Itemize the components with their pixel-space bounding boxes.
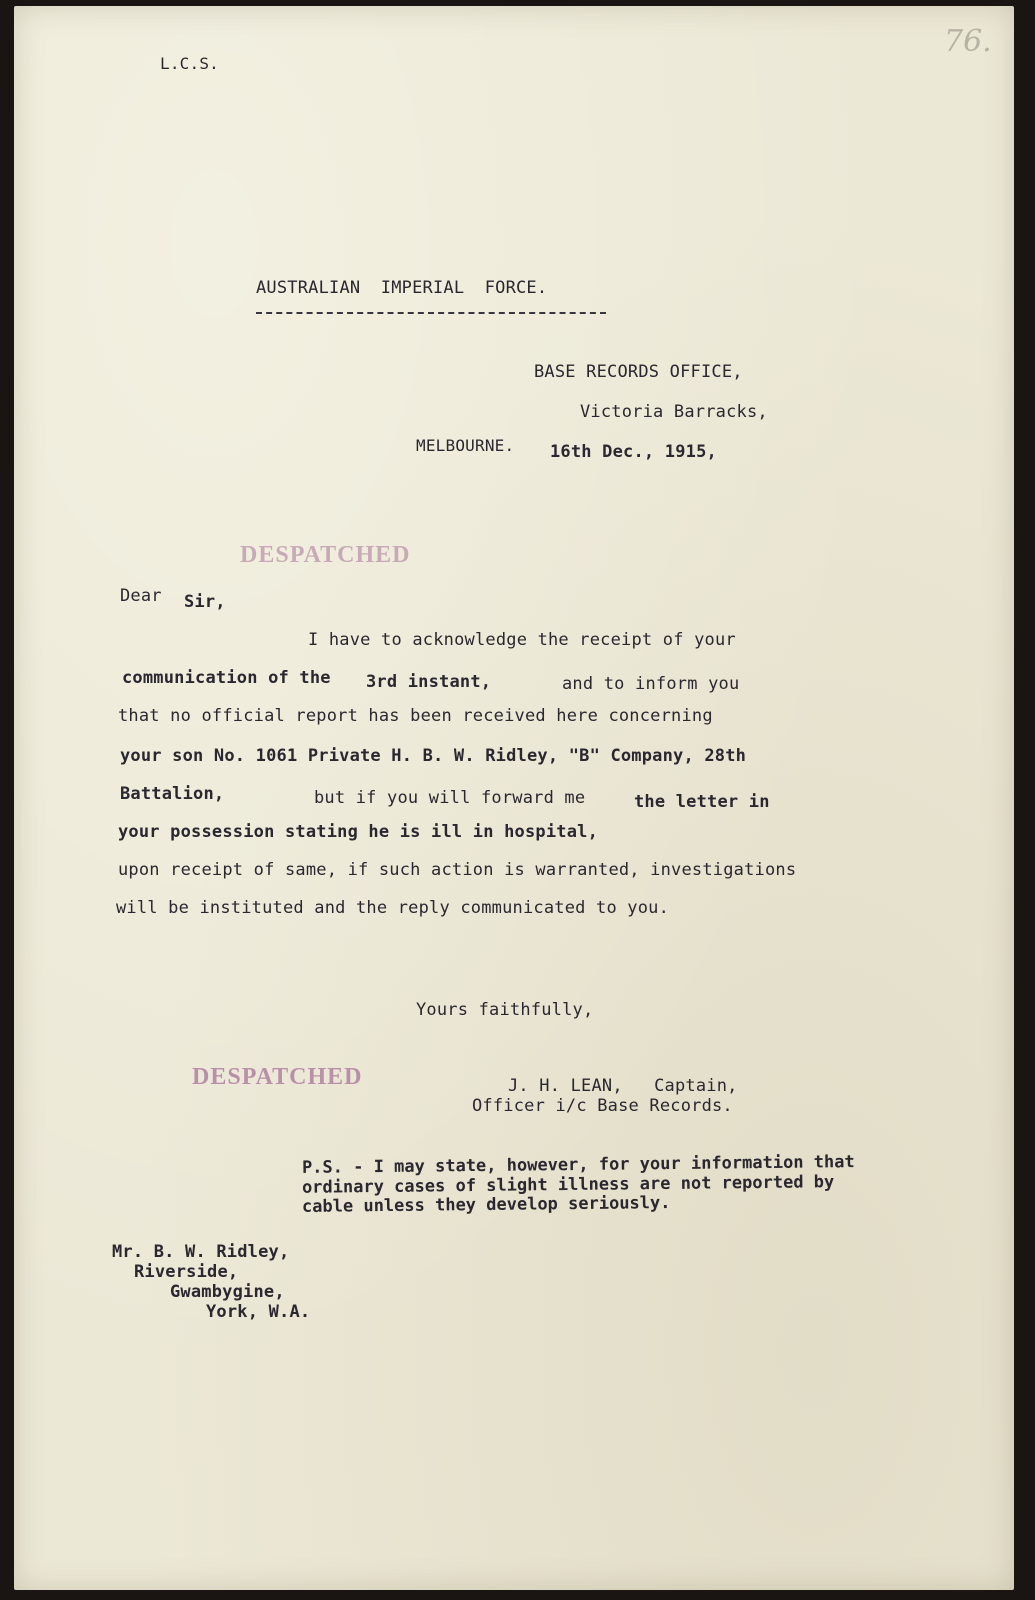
signature-title: Officer i/c Base Records. — [472, 1096, 733, 1116]
body-line-4: your son No. 1061 Private H. B. W. Ridley, "B" Company, 28th — [120, 746, 747, 766]
body-line-2c: and to inform you — [562, 674, 740, 694]
heading-underline — [256, 312, 606, 314]
recipient-address-1: Riverside, — [134, 1262, 239, 1282]
recipient-name: Mr. B. W. Ridley, — [112, 1242, 290, 1262]
letter-heading: AUSTRALIAN IMPERIAL FORCE. — [256, 278, 548, 298]
postscript-line-2: ordinary cases of slight illness are not reported by — [301, 1172, 835, 1198]
body-line-6: your possession stating he is ill in hospital, — [118, 822, 599, 842]
salutation-sir: Sir, — [184, 592, 226, 612]
body-line-7: upon receipt of same, if such action is warranted, investigations — [118, 860, 797, 880]
reference-code: L.C.S. — [160, 54, 219, 73]
closing: Yours faithfully, — [416, 1000, 594, 1020]
postscript-line-3: cable unless they develop seriously. — [301, 1193, 671, 1217]
postscript-line-1: P.S. - I may state, however, for your information that — [301, 1152, 855, 1178]
letter-date: 16th Dec., 1915, — [550, 442, 717, 462]
signature-name-rank: J. H. LEAN, Captain, — [508, 1076, 738, 1096]
body-line-2b: 3rd instant, — [366, 672, 492, 692]
sender-barracks: Victoria Barracks, — [580, 402, 768, 422]
body-line-2a: communication of the — [122, 668, 331, 688]
body-line-5b: but if you will forward me — [314, 788, 586, 808]
body-line-5c: the letter in — [634, 792, 770, 812]
recipient-address-2: Gwambygine, — [170, 1282, 285, 1302]
sender-city: MELBOURNE. — [416, 436, 515, 455]
body-line-8: will be instituted and the reply communicated to you. — [116, 898, 670, 918]
letter-sheet — [14, 6, 1014, 1590]
sender-office: BASE RECORDS OFFICE, — [534, 362, 743, 382]
body-line-3: that no official report has been received here concerning — [118, 706, 713, 726]
body-line-5a: Battalion, — [120, 784, 225, 804]
despatched-stamp-upper: DESPATCHED — [240, 542, 411, 568]
folio-pencil-mark: 76. — [944, 24, 992, 59]
despatched-stamp-lower: DESPATCHED — [192, 1064, 363, 1090]
recipient-address-3: York, W.A. — [206, 1302, 311, 1322]
body-line-1: I have to acknowledge the receipt of your — [308, 630, 736, 650]
salutation-dear: Dear — [120, 586, 162, 606]
